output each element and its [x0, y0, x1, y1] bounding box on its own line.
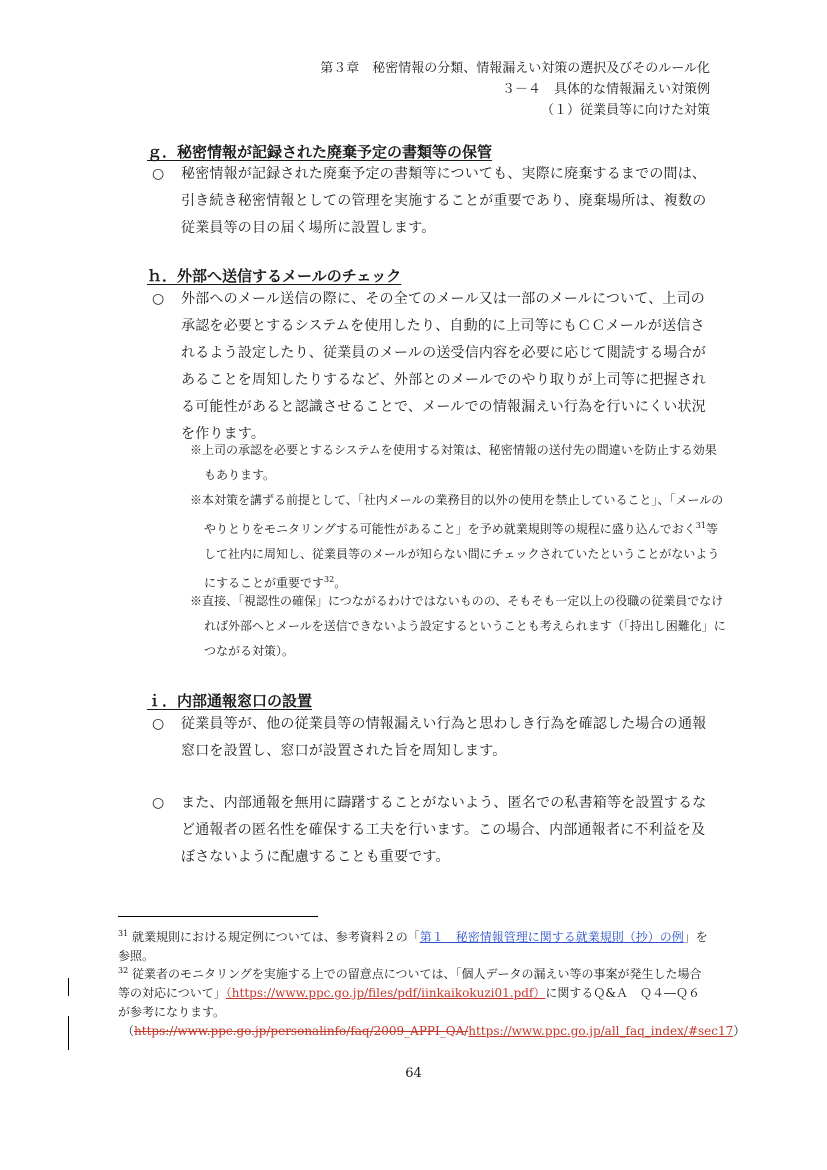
note-2-text-b: 等して社内に周知し、従業員等のメールが知らない間にチェックされていたということがないようにすることが重要です: [204, 522, 720, 590]
footnote-32-paren-open: （: [122, 1024, 135, 1038]
revision-bar-2: [68, 1016, 69, 1050]
section-i-bullet-2: ○: [152, 795, 165, 811]
footnote-31: [118, 924, 708, 966]
section-i-text-1: 従業員等が、他の従業員等の情報漏えい行為と思わしき行為を確認した場合の通報窓口を設置し、窓口が設置された旨を周知します。: [181, 716, 707, 759]
section-g-title: ｇ．秘密情報が記録された廃棄予定の書類等の保管: [147, 143, 493, 161]
footnote-32-deleted-url: https://www.ppc.go.jp/personalinfo/faq/2009_APPI_QA/: [134, 1024, 469, 1038]
footnote-32-url-1[interactable]: （https://www.ppc.go.jp/files/pdf/iinkaikokuzi01.pdf）: [225, 986, 546, 1000]
section-h-note-3: ※直接、「視認性の確保」につながるわけではないものの、そもそも一定以上の役職の従業員でなければ外部へとメールを送信できないよう設定するということも考えられます（「持出し困難化」につながる対策）。: [190, 594, 726, 658]
footnote-32-url-2[interactable]: https://www.ppc.go.jp/all_faq_index/#sec17: [468, 1024, 734, 1038]
header-chapter: 第３章 秘密情報の分類、情報漏えい対策の選択及びそのルール化: [320, 61, 710, 76]
footnote-ref-31[interactable]: 31: [695, 521, 706, 530]
section-g-text: 秘密情報が記録された廃棄予定の書類等についても、実際に廃棄するまでの間は、引き続き秘密情報としての管理を実施することが重要であり、廃棄場所は、複数の従業員等の目の届く場所に設置します。: [181, 166, 707, 236]
page-number: 64: [405, 1066, 422, 1081]
section-h-note-1: ※上司の承認を必要とするシステムを使用する対策は、秘密情報の送付先の間違いを防止する効果もあります。: [190, 443, 717, 482]
footnote-ref-32[interactable]: 32: [324, 575, 335, 584]
footnote-separator: [118, 916, 318, 917]
footnote-32-number: 32: [118, 966, 129, 975]
footnote-32-paren-close: ）: [733, 1024, 746, 1038]
footnote-32-text-b: に関するＱ&Ａ Ｑ４―Ｑ６が参考になります。: [118, 986, 701, 1019]
note-2-text-a: ※本対策を講ずる前提として、「社内メールの業務目的以外の使用を禁止していること」、「メールのやりとりをモニタリングする可能性があること」を予め就業規則等の規程に盛り込んでおく: [190, 493, 724, 536]
footnote-31-link[interactable]: 第１ 秘密情報管理に関する就業規則（抄）の例: [419, 930, 684, 944]
footnote-31-number: 31: [118, 929, 129, 938]
footnote-32: [118, 961, 746, 1041]
header-section: ３－４ 具体的な情報漏えい対策例: [501, 82, 710, 97]
section-h-note-2: [190, 488, 726, 596]
footnote-32-text-a: 従業者のモニタリングを実施する上での留意点については、「個人データの漏えい等の事案が発生した場合等の対応について」: [118, 967, 702, 1000]
section-h-title: ｈ．外部へ送信するメールのチェック: [147, 267, 402, 285]
section-i-bullet-1: ○: [152, 716, 165, 732]
section-h-bullet: ○: [152, 291, 165, 307]
running-header: [320, 58, 710, 121]
section-g-bullet: ○: [152, 166, 165, 182]
footnote-31-text-a: 就業規則における規定例については、参考資料２の「: [128, 930, 420, 944]
note-2-text-c: 。: [334, 576, 347, 590]
footnote-31-text-b: 」を参照。: [118, 930, 708, 963]
section-h-text: 外部へのメール送信の際に、その全てのメール又は一部のメールについて、上司の承認を必要とするシステムを使用したり、自動的に上司等にもＣＣメールが送信されるよう設定したり、従業員のメールの送受信内容を必要に応じて閲読する場合があることを周知したりするなど、外部とのメールでのやり取りが上司等に把握される可能性があると認識させることで、メールでの情報漏えい行為を行いにくい状況を作ります。: [181, 291, 707, 442]
revision-bar-1: [68, 978, 69, 996]
section-i-title: ｉ．内部通報窓口の設置: [147, 692, 313, 710]
header-subsection: （１）従業員等に向けた対策: [540, 103, 710, 118]
section-i-text-2: また、内部通報を無用に躊躇することがないよう、匿名での私書箱等を設置するなど通報者の匿名性を確保する工夫を行います。この場合、内部通報者に不利益を及ぼさないように配慮することも重要です。: [181, 795, 707, 865]
